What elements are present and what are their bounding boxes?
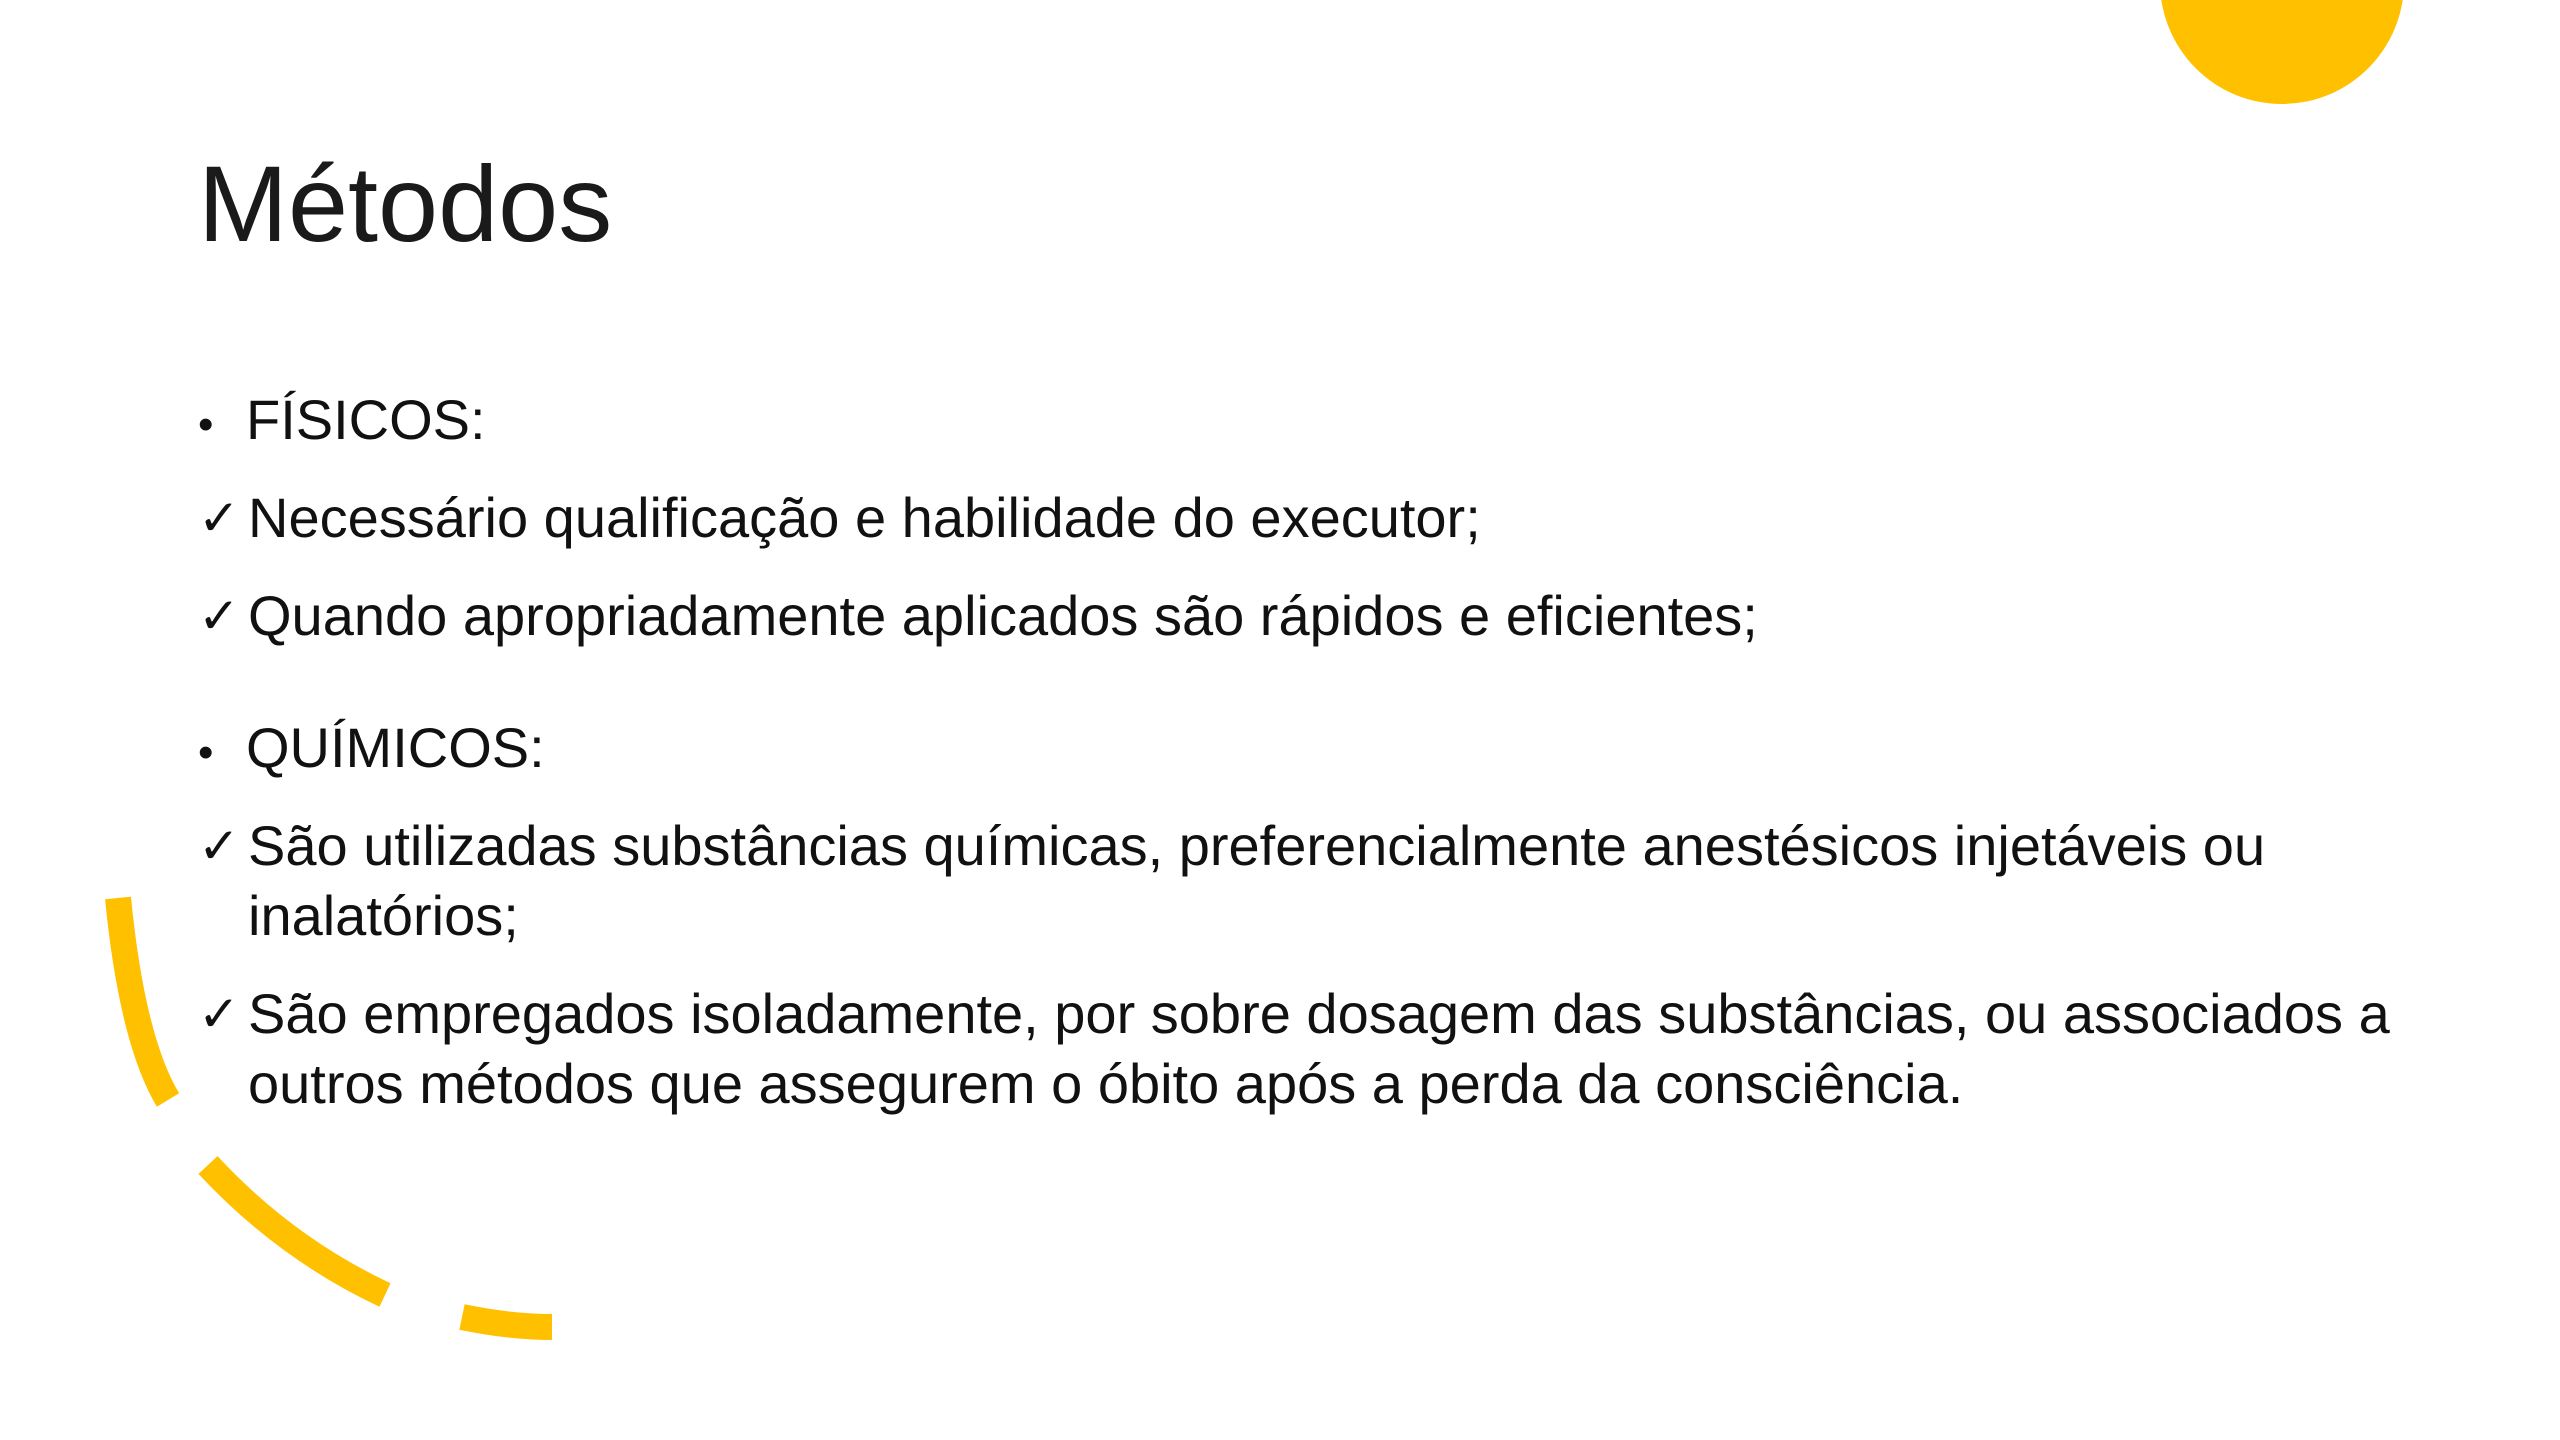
bullet-icon: • bbox=[198, 728, 214, 777]
list-item bbox=[198, 581, 2438, 651]
list-item bbox=[198, 483, 2438, 553]
section-quimicos bbox=[198, 713, 2438, 1119]
decorative-yellow-circle bbox=[2160, 0, 2404, 104]
list-item-text: São empregados isoladamente, por sobre dosagem das substâncias, ou associados a outros métodos que assegurem o óbito após a perda da consciência. bbox=[248, 982, 2390, 1115]
slide-content bbox=[198, 385, 2438, 1147]
section-fisicos bbox=[198, 385, 2438, 651]
list-item-text: Quando apropriadamente aplicados são rápidos e eficientes; bbox=[248, 584, 1758, 647]
list-item bbox=[198, 979, 2438, 1119]
list-item-text: São utilizadas substâncias químicas, preferencialmente anestésicos injetáveis ou inalatórios; bbox=[248, 814, 2266, 947]
section-heading bbox=[198, 385, 2438, 483]
bullet-icon: • bbox=[198, 400, 214, 449]
checkmark-icon: ✓ bbox=[198, 587, 240, 645]
section-heading-text: QUÍMICOS: bbox=[246, 716, 545, 779]
section-heading bbox=[198, 713, 2438, 811]
section-heading-text: FÍSICOS: bbox=[246, 388, 486, 451]
checkmark-icon: ✓ bbox=[198, 985, 240, 1043]
slide-title: Métodos bbox=[198, 143, 613, 264]
list-item-text: Necessário qualificação e habilidade do executor; bbox=[248, 486, 1481, 549]
checkmark-icon: ✓ bbox=[198, 489, 240, 547]
list-item bbox=[198, 811, 2438, 951]
checkmark-icon: ✓ bbox=[198, 817, 240, 875]
